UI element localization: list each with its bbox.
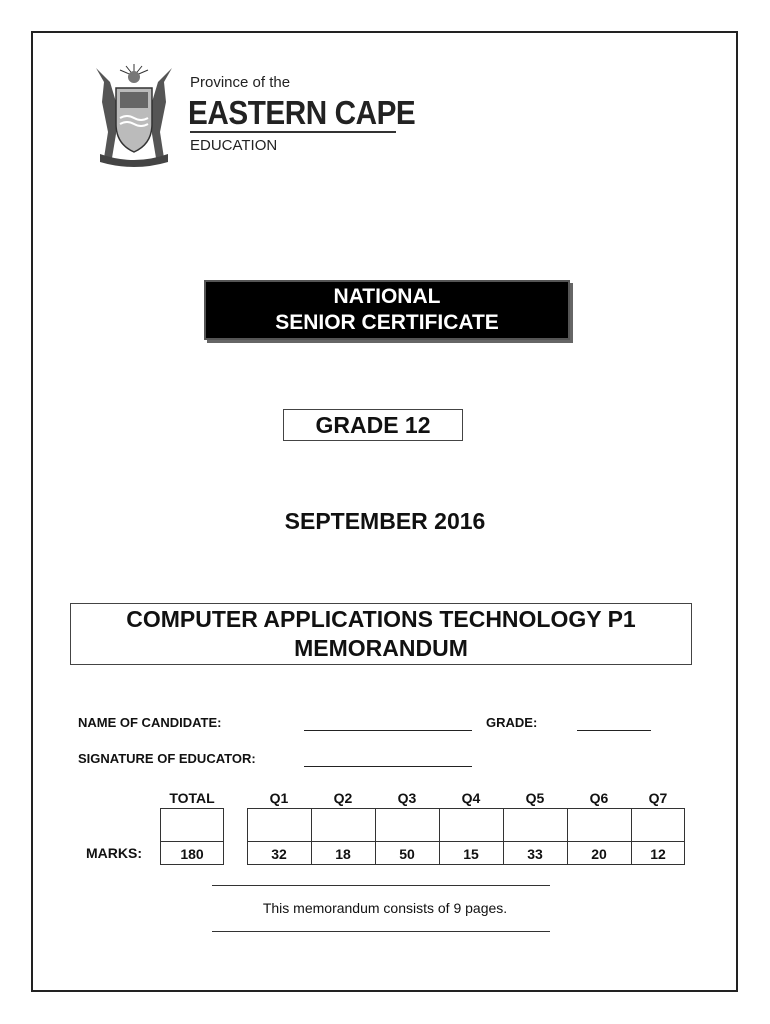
- signature-field[interactable]: [304, 766, 472, 767]
- q2-marks-value: 18: [335, 846, 351, 862]
- exam-date: SEPTEMBER 2016: [284, 508, 486, 534]
- q1-marks-value: 32: [271, 846, 287, 862]
- total-header: TOTAL: [169, 790, 215, 806]
- logo-province-text: Province of the: [190, 74, 291, 91]
- logo-underline: [190, 131, 396, 133]
- footer-bottom-rule: [212, 931, 550, 932]
- grade-box: GRADE 12: [283, 409, 463, 441]
- footer-top-rule: [212, 885, 550, 886]
- name-of-candidate-label: NAME OF CANDIDATE:: [78, 715, 222, 730]
- page-count-note: This memorandum consists of 9 pages.: [262, 900, 508, 916]
- q7-marks-value: 12: [650, 846, 666, 862]
- q1-header: Q1: [269, 790, 289, 806]
- logo-education-text: EDUCATION: [190, 137, 278, 154]
- q7-header: Q7: [648, 790, 668, 806]
- q5-header: Q5: [525, 790, 545, 806]
- q5-marks-value: 33: [527, 846, 543, 862]
- subject-title: COMPUTER APPLICATIONS TECHNOLOGY P1: [126, 606, 636, 632]
- grade-field[interactable]: [577, 730, 651, 731]
- q6-header: Q6: [589, 790, 609, 806]
- total-marks-value: 180: [180, 846, 204, 862]
- questions-grid-divider: [247, 841, 685, 842]
- national-senior-certificate-banner: [204, 280, 570, 340]
- q3-header: Q3: [397, 790, 417, 806]
- logo-eastern-cape-text: EASTERN CAPE: [188, 94, 416, 131]
- signature-of-educator-label: SIGNATURE OF EDUCATOR:: [78, 751, 256, 766]
- total-entry-cell[interactable]: [160, 808, 224, 842]
- nsc-line-1: NATIONAL: [333, 285, 441, 308]
- q6-marks-value: 20: [591, 846, 607, 862]
- grade-label: GRADE:: [486, 715, 538, 730]
- name-of-candidate-field[interactable]: [304, 730, 472, 731]
- q3-marks-value: 50: [399, 846, 415, 862]
- marks-row-label: MARKS:: [86, 845, 142, 861]
- subject-title-box: [70, 603, 692, 665]
- q4-header: Q4: [461, 790, 481, 806]
- nsc-line-2: SENIOR CERTIFICATE: [275, 311, 499, 334]
- q2-header: Q2: [333, 790, 353, 806]
- document-type: MEMORANDUM: [294, 635, 468, 661]
- q4-marks-value: 15: [463, 846, 479, 862]
